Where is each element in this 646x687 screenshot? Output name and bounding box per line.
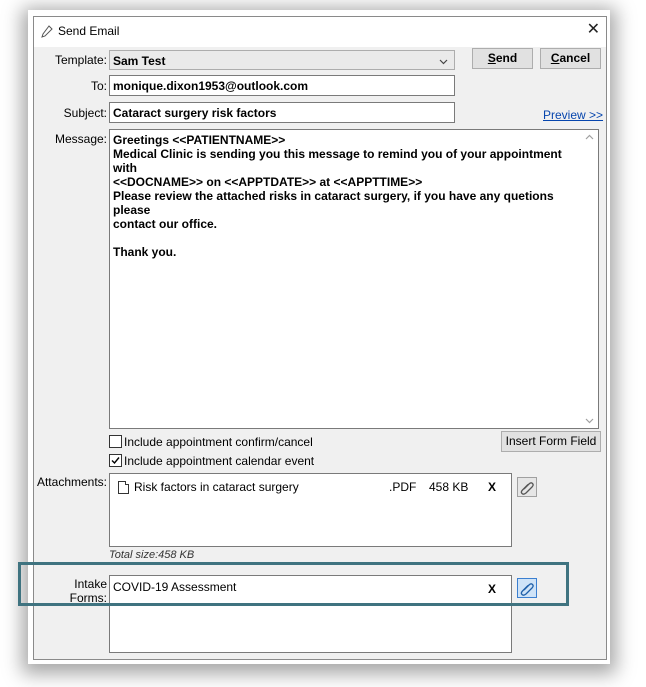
- message-line: Thank you.: [113, 245, 177, 259]
- message-text: [113, 133, 573, 259]
- window-title: Send Email: [58, 24, 120, 38]
- cancel-label: Cancel: [550, 51, 591, 65]
- cancel-button[interactable]: [540, 48, 601, 69]
- template-label: Template:: [54, 53, 107, 67]
- attachment-name: Risk factors in cataract surgery: [134, 480, 299, 494]
- send-button[interactable]: [472, 48, 533, 69]
- send-label: Send: [487, 51, 518, 65]
- attach-file-button[interactable]: [517, 477, 537, 497]
- checkmark-icon: [110, 455, 121, 466]
- message-line: Greetings <<PATIENTNAME>>: [113, 133, 286, 147]
- list-item[interactable]: [110, 480, 511, 498]
- message-line: <<DOCNAME>> on <<APPTDATE>> at <<APPTTIME>>: [113, 175, 423, 189]
- attachments-list: [109, 473, 512, 547]
- attachments-label: Attachments:: [36, 475, 107, 489]
- intake-form-name: COVID-19 Assessment: [113, 580, 237, 594]
- confirm-cancel-option[interactable]: [109, 435, 313, 449]
- pen-icon: [40, 25, 54, 39]
- insert-form-field-label: Insert Form Field: [505, 434, 597, 448]
- confirm-cancel-label: Include appointment confirm/cancel: [124, 435, 313, 449]
- to-field[interactable]: monique.dixon1953@outlook.com: [109, 75, 455, 96]
- message-label: Message:: [54, 132, 107, 146]
- remove-attachment-button[interactable]: X: [488, 480, 497, 494]
- calendar-event-checkbox[interactable]: [109, 454, 122, 467]
- template-dropdown[interactable]: [109, 50, 455, 70]
- subject-label: Subject:: [63, 106, 107, 120]
- scroll-down-icon[interactable]: [585, 418, 594, 424]
- document-icon: [118, 481, 129, 494]
- chevron-down-icon: [439, 57, 448, 66]
- template-value: Sam Test: [113, 54, 166, 68]
- calendar-event-option[interactable]: [109, 454, 314, 468]
- message-line: contact our office.: [113, 217, 218, 231]
- message-line: Please review the attached risks in cataract surgery, if you have any quetions please: [113, 189, 554, 217]
- to-label: To:: [90, 79, 107, 93]
- confirm-cancel-checkbox[interactable]: [109, 435, 122, 448]
- intake-forms-label: Intake Forms:: [69, 577, 107, 605]
- message-line: Medical Clinic is sending you this message to remind you of your appointment with: [113, 147, 562, 175]
- remove-intake-form-button[interactable]: X: [488, 582, 497, 596]
- message-body[interactable]: [109, 129, 599, 429]
- paperclip-icon: [518, 478, 536, 496]
- preview-link[interactable]: Preview >>: [543, 108, 604, 122]
- message-line: [113, 231, 573, 245]
- calendar-event-label: Include appointment calendar event: [124, 454, 315, 468]
- scroll-up-icon[interactable]: [585, 134, 594, 140]
- subject-field[interactable]: Cataract surgery risk factors: [109, 102, 455, 123]
- close-button[interactable]: ✕: [586, 21, 600, 38]
- title-bar: [34, 17, 606, 47]
- insert-form-field-button[interactable]: [501, 431, 601, 452]
- attachment-size: 458 KB: [429, 480, 469, 494]
- total-size: Total size:458 KB: [109, 549, 195, 561]
- attachment-type: .PDF: [389, 480, 417, 494]
- intake-forms-highlight: [18, 562, 569, 606]
